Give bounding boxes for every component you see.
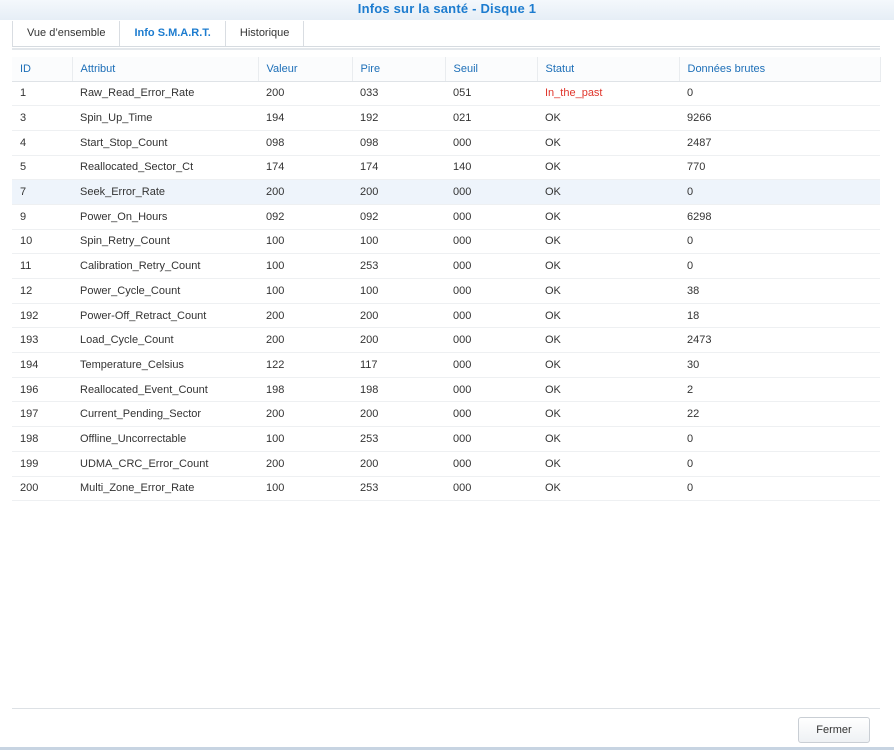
cell-raw-data: 9266 — [679, 106, 880, 131]
cell-attribute: Power-Off_Retract_Count — [72, 303, 258, 328]
tab-divider — [12, 48, 880, 50]
cell-value: 174 — [258, 155, 352, 180]
cell-attribute: Offline_Uncorrectable — [72, 427, 258, 452]
close-button[interactable]: Fermer — [798, 717, 870, 743]
cell-threshold: 000 — [445, 377, 537, 402]
cell-worst: 192 — [352, 106, 445, 131]
column-header-threshold[interactable]: Seuil — [445, 57, 537, 81]
cell-attribute: Load_Cycle_Count — [72, 328, 258, 353]
cell-raw-data: 30 — [679, 353, 880, 378]
cell-status: In_the_past — [537, 81, 679, 106]
column-header-id[interactable]: ID — [12, 57, 72, 81]
cell-value: 194 — [258, 106, 352, 131]
cell-value: 098 — [258, 130, 352, 155]
cell-threshold: 140 — [445, 155, 537, 180]
column-header-worst[interactable]: Pire — [352, 57, 445, 81]
cell-raw-data: 0 — [679, 254, 880, 279]
cell-attribute: Spin_Up_Time — [72, 106, 258, 131]
cell-status: OK — [537, 377, 679, 402]
cell-worst: 100 — [352, 279, 445, 304]
cell-id: 192 — [12, 303, 72, 328]
cell-raw-data: 6298 — [679, 204, 880, 229]
cell-status: OK — [537, 106, 679, 131]
cell-status: OK — [537, 180, 679, 205]
table-row[interactable] — [12, 180, 880, 205]
cell-attribute: Temperature_Celsius — [72, 353, 258, 378]
cell-raw-data: 22 — [679, 402, 880, 427]
table-row[interactable] — [12, 377, 880, 402]
cell-id: 194 — [12, 353, 72, 378]
table-row[interactable] — [12, 402, 880, 427]
table-header-row — [12, 57, 880, 81]
cell-raw-data: 18 — [679, 303, 880, 328]
cell-value: 100 — [258, 476, 352, 501]
cell-id: 7 — [12, 180, 72, 205]
table-row[interactable] — [12, 303, 880, 328]
cell-worst: 253 — [352, 427, 445, 452]
cell-id: 3 — [12, 106, 72, 131]
cell-status: OK — [537, 229, 679, 254]
cell-id: 11 — [12, 254, 72, 279]
tab-history[interactable]: Historique — [226, 21, 305, 46]
cell-threshold: 000 — [445, 427, 537, 452]
cell-worst: 253 — [352, 476, 445, 501]
cell-status: OK — [537, 451, 679, 476]
cell-status: OK — [537, 155, 679, 180]
cell-id: 197 — [12, 402, 72, 427]
cell-value: 100 — [258, 279, 352, 304]
table-row[interactable] — [12, 106, 880, 131]
column-header-raw-data[interactable]: Données brutes — [679, 57, 880, 81]
cell-worst: 200 — [352, 451, 445, 476]
table-row[interactable] — [12, 81, 880, 106]
cell-value: 100 — [258, 427, 352, 452]
cell-worst: 174 — [352, 155, 445, 180]
cell-threshold: 000 — [445, 476, 537, 501]
cell-threshold: 021 — [445, 106, 537, 131]
tab-smart-info[interactable]: Info S.M.A.R.T. — [120, 21, 225, 46]
column-header-attribute[interactable]: Attribut — [72, 57, 258, 81]
cell-value: 100 — [258, 229, 352, 254]
cell-worst: 200 — [352, 328, 445, 353]
cell-value: 200 — [258, 81, 352, 106]
cell-value: 200 — [258, 451, 352, 476]
footer-divider — [12, 708, 880, 709]
cell-id: 1 — [12, 81, 72, 106]
cell-attribute: Reallocated_Sector_Ct — [72, 155, 258, 180]
table-row[interactable] — [12, 155, 880, 180]
cell-worst: 100 — [352, 229, 445, 254]
table-row[interactable] — [12, 353, 880, 378]
cell-threshold: 000 — [445, 254, 537, 279]
table-row[interactable] — [12, 328, 880, 353]
table-row[interactable] — [12, 427, 880, 452]
cell-worst: 200 — [352, 402, 445, 427]
cell-status: OK — [537, 427, 679, 452]
cell-attribute: Multi_Zone_Error_Rate — [72, 476, 258, 501]
cell-value: 100 — [258, 254, 352, 279]
cell-raw-data: 2 — [679, 377, 880, 402]
cell-raw-data: 38 — [679, 279, 880, 304]
cell-id: 200 — [12, 476, 72, 501]
cell-id: 4 — [12, 130, 72, 155]
cell-value: 200 — [258, 303, 352, 328]
column-header-value[interactable]: Valeur — [258, 57, 352, 81]
cell-raw-data: 0 — [679, 180, 880, 205]
cell-status: OK — [537, 204, 679, 229]
cell-value: 122 — [258, 353, 352, 378]
cell-attribute: Raw_Read_Error_Rate — [72, 81, 258, 106]
cell-threshold: 000 — [445, 303, 537, 328]
cell-id: 10 — [12, 229, 72, 254]
table-row[interactable] — [12, 451, 880, 476]
cell-threshold: 000 — [445, 130, 537, 155]
cell-attribute: Power_On_Hours — [72, 204, 258, 229]
cell-threshold: 000 — [445, 279, 537, 304]
cell-attribute: Calibration_Retry_Count — [72, 254, 258, 279]
cell-id: 5 — [12, 155, 72, 180]
cell-id: 196 — [12, 377, 72, 402]
cell-raw-data: 770 — [679, 155, 880, 180]
cell-raw-data: 2473 — [679, 328, 880, 353]
table-row[interactable] — [12, 130, 880, 155]
smart-table — [12, 57, 881, 501]
cell-status: OK — [537, 328, 679, 353]
cell-worst: 198 — [352, 377, 445, 402]
cell-raw-data: 0 — [679, 81, 880, 106]
cell-status: OK — [537, 254, 679, 279]
cell-status: OK — [537, 130, 679, 155]
cell-threshold: 000 — [445, 402, 537, 427]
cell-raw-data: 0 — [679, 427, 880, 452]
cell-worst: 098 — [352, 130, 445, 155]
cell-id: 9 — [12, 204, 72, 229]
table-row[interactable] — [12, 476, 880, 501]
cell-threshold: 000 — [445, 451, 537, 476]
table-row[interactable] — [12, 279, 880, 304]
cell-attribute: Seek_Error_Rate — [72, 180, 258, 205]
cell-value: 200 — [258, 328, 352, 353]
table-row[interactable] — [12, 254, 880, 279]
cell-status: OK — [537, 279, 679, 304]
cell-attribute: Reallocated_Event_Count — [72, 377, 258, 402]
cell-worst: 092 — [352, 204, 445, 229]
cell-worst: 253 — [352, 254, 445, 279]
cell-status: OK — [537, 353, 679, 378]
tab-bar — [12, 21, 880, 47]
cell-threshold: 000 — [445, 328, 537, 353]
cell-id: 199 — [12, 451, 72, 476]
cell-worst: 200 — [352, 180, 445, 205]
table-row[interactable] — [12, 229, 880, 254]
cell-id: 198 — [12, 427, 72, 452]
cell-id: 193 — [12, 328, 72, 353]
cell-threshold: 000 — [445, 229, 537, 254]
cell-value: 092 — [258, 204, 352, 229]
cell-worst: 033 — [352, 81, 445, 106]
cell-threshold: 000 — [445, 180, 537, 205]
cell-raw-data: 0 — [679, 229, 880, 254]
cell-attribute: Current_Pending_Sector — [72, 402, 258, 427]
tab-overview[interactable]: Vue d’ensemble — [12, 21, 120, 46]
cell-value: 200 — [258, 180, 352, 205]
cell-threshold: 000 — [445, 204, 537, 229]
cell-raw-data: 2487 — [679, 130, 880, 155]
cell-id: 12 — [12, 279, 72, 304]
cell-value: 200 — [258, 402, 352, 427]
cell-value: 198 — [258, 377, 352, 402]
table-row[interactable] — [12, 204, 880, 229]
cell-threshold: 051 — [445, 81, 537, 106]
cell-threshold: 000 — [445, 353, 537, 378]
window-titlebar — [0, 0, 894, 20]
cell-status: OK — [537, 303, 679, 328]
cell-worst: 117 — [352, 353, 445, 378]
cell-status: OK — [537, 402, 679, 427]
cell-raw-data: 0 — [679, 451, 880, 476]
cell-status: OK — [537, 476, 679, 501]
cell-raw-data: 0 — [679, 476, 880, 501]
window-title: Infos sur la santé - Disque 1 — [357, 1, 537, 16]
cell-attribute: Start_Stop_Count — [72, 130, 258, 155]
cell-worst: 200 — [352, 303, 445, 328]
cell-attribute: UDMA_CRC_Error_Count — [72, 451, 258, 476]
cell-attribute: Spin_Retry_Count — [72, 229, 258, 254]
cell-attribute: Power_Cycle_Count — [72, 279, 258, 304]
column-header-status[interactable]: Statut — [537, 57, 679, 81]
